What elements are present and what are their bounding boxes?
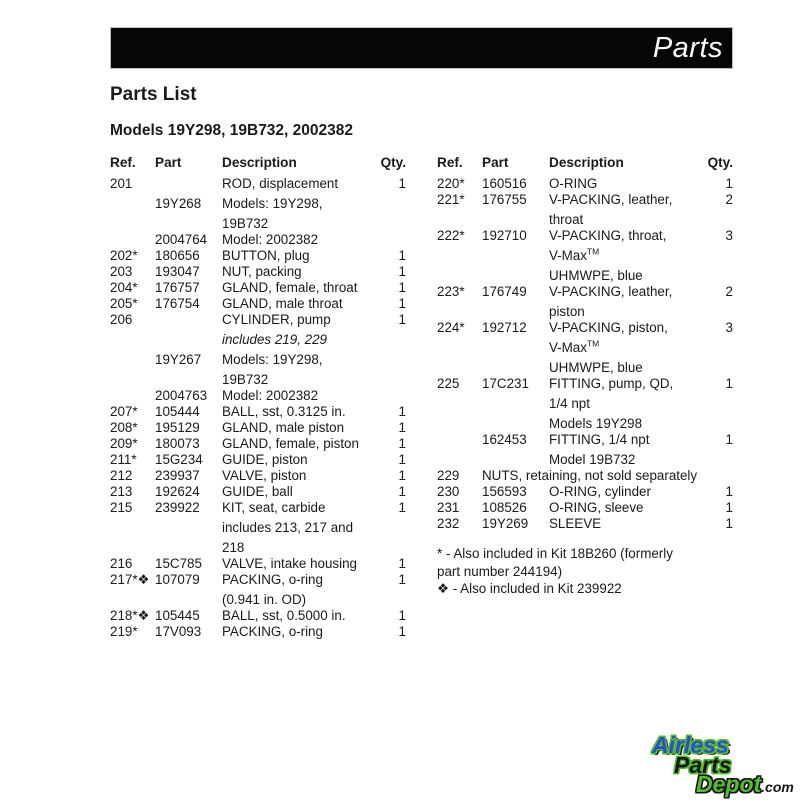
- ref-cell: 203: [110, 264, 133, 279]
- qty-cell: [374, 592, 406, 608]
- table-row: [110, 196, 406, 212]
- desc-cell: 1/4 npt: [549, 396, 590, 411]
- table-row: [110, 280, 406, 296]
- desc-cell: GLAND, male throat: [222, 296, 343, 311]
- ref-cell: [110, 196, 155, 212]
- part-cell: 180073: [155, 436, 200, 451]
- table-row: [437, 500, 733, 516]
- part-cell: [155, 216, 222, 232]
- part-cell: [482, 212, 549, 228]
- ref-cell: 204*: [110, 280, 138, 295]
- table-row: [110, 420, 406, 436]
- table-row: [437, 268, 733, 284]
- part-cell: 105444: [155, 404, 200, 419]
- part-cell: [155, 176, 222, 192]
- ref-cell: 216: [110, 556, 133, 571]
- ref-cell: [437, 268, 482, 284]
- desc-cell: V-PACKING, throat,: [549, 228, 667, 243]
- table-row: [110, 484, 406, 500]
- table-row: [110, 264, 406, 280]
- desc-cell: 19B732: [222, 216, 269, 231]
- desc-cell: GLAND, male piston: [222, 420, 345, 435]
- table-row: [437, 248, 733, 264]
- qty-cell: 1: [398, 280, 406, 295]
- table-row: [110, 296, 406, 312]
- table-row: [437, 376, 733, 392]
- part-cell: [482, 452, 549, 468]
- ref-cell: 213: [110, 484, 133, 499]
- ref-cell: 202*: [110, 248, 138, 263]
- table-row: [110, 592, 406, 608]
- ref-cell: [437, 416, 482, 432]
- desc-cell: CYLINDER, pump: [222, 312, 331, 327]
- table-row: [110, 352, 406, 368]
- table-row: [437, 452, 733, 468]
- desc-cell: GUIDE, ball: [222, 484, 293, 499]
- footnote-line: * - Also included in Kit 18B260 (formerly: [437, 546, 673, 561]
- ref-cell: 231: [437, 500, 460, 515]
- header-bar-title: Parts: [652, 31, 723, 64]
- ref-cell: [110, 232, 155, 248]
- qty-cell: 1: [725, 432, 733, 447]
- ref-cell: [437, 432, 482, 448]
- desc-cell: NUT, packing: [222, 264, 302, 279]
- desc-cell: Model: 2002382: [222, 232, 319, 247]
- table-row: [437, 360, 733, 376]
- desc-cell: BALL, sst, 0.3125 in.: [222, 404, 346, 419]
- desc-cell: (0.941 in. OD): [222, 592, 307, 607]
- qty-cell: 1: [398, 452, 406, 467]
- ref-cell: 207*: [110, 404, 138, 419]
- table-row: [437, 304, 733, 320]
- table-row: [437, 340, 733, 356]
- part-cell: 176754: [155, 296, 200, 311]
- table-row: [437, 176, 733, 192]
- table-row: [437, 320, 733, 336]
- qty-cell: [374, 520, 406, 536]
- table-row: [110, 608, 406, 624]
- ref-cell: 205*: [110, 296, 138, 311]
- part-cell: [155, 312, 222, 328]
- qty-cell: [701, 268, 733, 284]
- parts-table-left-rows: [110, 155, 406, 640]
- qty-cell: [374, 388, 406, 404]
- table-row: [437, 396, 733, 412]
- qty-cell: [701, 416, 733, 432]
- part-cell: 160516: [482, 176, 527, 191]
- part-header: Part: [482, 155, 509, 170]
- desc-cell: PACKING, o-ring: [222, 624, 323, 639]
- desc-cell: 19B732: [222, 372, 269, 387]
- qty-cell: 2: [725, 192, 733, 207]
- qty-cell: [701, 304, 733, 320]
- table-row: [437, 516, 733, 532]
- desc-cell: Models: 19Y298,: [222, 196, 323, 211]
- qty-cell: 3: [725, 228, 733, 243]
- qty-cell: [701, 340, 733, 356]
- ref-cell: 219*: [110, 624, 138, 639]
- qty-cell: [374, 372, 406, 388]
- qty-cell: 1: [725, 500, 733, 515]
- part-cell: [155, 332, 222, 348]
- part-cell: 2004764: [155, 232, 208, 247]
- ref-cell: 206: [110, 312, 133, 327]
- ref-cell: [110, 352, 155, 368]
- part-cell: 192624: [155, 484, 200, 499]
- ref-header: Ref.: [110, 155, 136, 170]
- table-row: [110, 332, 406, 348]
- part-cell: [155, 520, 222, 536]
- ref-cell: 230: [437, 484, 460, 499]
- table-row: [437, 212, 733, 228]
- part-cell: 192712: [482, 320, 527, 335]
- part-header: Part: [155, 155, 182, 170]
- desc-cell: O-RING: [549, 176, 598, 191]
- part-cell: [482, 304, 549, 320]
- ref-cell: 211*: [110, 452, 137, 467]
- part-cell: 19Y269: [482, 516, 529, 531]
- table-row: [110, 500, 406, 516]
- parts-table-left: [110, 155, 406, 640]
- logo-line-parts: Parts: [674, 751, 732, 778]
- desc-cell: GLAND, female, throat: [222, 280, 358, 295]
- desc-cell: KIT, seat, carbide: [222, 500, 326, 515]
- qty-cell: [374, 540, 406, 556]
- part-cell: 162453: [482, 432, 527, 447]
- part-cell: [155, 592, 222, 608]
- table-row: [110, 248, 406, 264]
- desc-cell: BALL, sst, 0.5000 in.: [222, 608, 346, 623]
- qty-cell: 1: [398, 312, 406, 327]
- desc-cell: throat: [549, 212, 584, 227]
- ref-cell: 221*: [437, 192, 465, 207]
- ref-cell: [110, 388, 155, 404]
- part-cell: 176757: [155, 280, 200, 295]
- desc-cell: Models: 19Y298,: [222, 352, 323, 367]
- footnotes: [437, 545, 733, 598]
- ref-cell: 215: [110, 500, 133, 515]
- table-row: [437, 484, 733, 500]
- qty-cell: 1: [725, 176, 733, 191]
- desc-cell: Models 19Y298: [549, 416, 643, 431]
- table-row: [437, 284, 733, 300]
- part-cell: 193047: [155, 264, 200, 279]
- part-cell: 156593: [482, 484, 527, 499]
- qty-cell: 1: [725, 484, 733, 499]
- desc-cell: UHMWPE, blue: [549, 268, 643, 283]
- table-row: [110, 572, 406, 588]
- qty-cell: 1: [398, 404, 406, 419]
- footnote-line: ❖ - Also included in Kit 239922: [437, 581, 622, 596]
- part-cell: 17V093: [155, 624, 202, 639]
- ref-cell: 208*: [110, 420, 138, 435]
- qty-cell: [374, 352, 406, 368]
- qty-cell: [374, 232, 406, 248]
- ref-cell: [110, 592, 155, 608]
- part-cell: 239922: [155, 500, 200, 515]
- qty-cell: 1: [398, 608, 406, 623]
- table-row: [110, 176, 406, 192]
- table-row: [437, 228, 733, 244]
- qty-cell: [374, 196, 406, 212]
- desc-cell: Model 19B732: [549, 452, 636, 467]
- ref-cell: 222*: [437, 228, 465, 243]
- table-row: [437, 468, 733, 484]
- table-row: [110, 312, 406, 328]
- parts-tables: [110, 155, 733, 640]
- table-row: [110, 468, 406, 484]
- desc-cell: NUTS, retaining, not sold separately: [482, 468, 698, 483]
- desc-cell: O-RING, cylinder: [549, 484, 651, 499]
- part-cell: [155, 372, 222, 388]
- desc-cell: GUIDE, piston: [222, 452, 308, 467]
- desc-cell: GLAND, female, piston: [222, 436, 359, 451]
- part-cell: 180656: [155, 248, 200, 263]
- table-row: [110, 216, 406, 232]
- desc-cell: FITTING, pump, QD,: [549, 376, 674, 391]
- qty-cell: 1: [398, 420, 406, 435]
- ref-cell: 229: [437, 468, 460, 483]
- part-cell: [155, 540, 222, 556]
- qty-cell: 1: [398, 176, 406, 191]
- table-row: [110, 624, 406, 640]
- qty-header: Qty.: [707, 155, 733, 170]
- desc-cell: piston: [549, 304, 585, 319]
- desc-cell: V-Max™: [549, 338, 600, 355]
- table-row: [437, 432, 733, 448]
- part-cell: 19Y267: [155, 352, 202, 367]
- table-row: [437, 416, 733, 432]
- ref-cell: [437, 248, 482, 264]
- part-cell: 19Y268: [155, 196, 202, 211]
- part-cell: [482, 396, 549, 412]
- ref-cell: 225: [437, 376, 460, 391]
- part-cell: 195129: [155, 420, 200, 435]
- desc-cell: FITTING, 1/4 npt: [549, 432, 650, 447]
- part-cell: 15C785: [155, 556, 202, 571]
- table-row: [110, 556, 406, 572]
- qty-cell: 1: [398, 484, 406, 499]
- qty-cell: [701, 396, 733, 412]
- description-header: Description: [549, 155, 624, 170]
- desc-cell: VALVE, piston: [222, 468, 307, 483]
- page-title: Parts List: [110, 84, 197, 105]
- desc-cell: UHMWPE, blue: [549, 360, 643, 375]
- ref-cell: [437, 396, 482, 412]
- trademark-sup: TM: [586, 338, 600, 349]
- table-row: [110, 452, 406, 468]
- desc-cell: PACKING, o-ring: [222, 572, 323, 587]
- part-cell: [482, 340, 549, 356]
- desc-cell: ROD, displacement: [222, 176, 339, 191]
- qty-cell: 1: [398, 264, 406, 279]
- qty-cell: [701, 360, 733, 376]
- table-row: [110, 404, 406, 420]
- part-cell: 105445: [155, 608, 200, 623]
- page-header-bar: [110, 27, 733, 69]
- ref-cell: [437, 360, 482, 376]
- ref-cell: [110, 520, 155, 536]
- ref-cell: 224*: [437, 320, 465, 335]
- ref-cell: [110, 332, 155, 348]
- qty-cell: 3: [725, 320, 733, 335]
- models-subtitle: Models 19Y298, 19B732, 2002382: [110, 122, 354, 139]
- airless-parts-depot-logo: [640, 732, 794, 798]
- desc-cell: includes 219, 229: [222, 332, 327, 347]
- qty-cell: [701, 452, 733, 468]
- desc-cell: BUTTON, plug: [222, 248, 310, 263]
- ref-cell: [110, 216, 155, 232]
- logo-depot-text: Depot: [696, 771, 762, 797]
- part-cell: 108526: [482, 500, 527, 515]
- qty-cell: [374, 216, 406, 232]
- footnote-line: part number 244194): [437, 563, 563, 579]
- qty-cell: 1: [398, 624, 406, 639]
- part-cell: 176755: [482, 192, 527, 207]
- qty-cell: [374, 332, 406, 348]
- part-cell: 17C231: [482, 376, 529, 391]
- desc-cell: VALVE, intake housing: [222, 556, 357, 571]
- trademark-sup: TM: [586, 246, 600, 257]
- description-header: Description: [222, 155, 297, 170]
- parts-table-right-rows: [437, 155, 733, 532]
- ref-cell: [437, 452, 482, 468]
- qty-cell: 1: [398, 296, 406, 311]
- desc-cell: V-PACKING, piston,: [549, 320, 668, 335]
- ref-cell: [437, 212, 482, 228]
- qty-cell: [701, 248, 733, 264]
- ref-cell: 218*❖: [110, 608, 150, 623]
- ref-cell: [110, 372, 155, 388]
- part-cell: [482, 248, 549, 264]
- ref-cell: 217*❖: [110, 572, 150, 587]
- desc-cell: includes 213, 217 and: [222, 520, 354, 535]
- ref-cell: [437, 304, 482, 320]
- ref-cell: 223*: [437, 284, 465, 299]
- table-row: [110, 520, 406, 536]
- logo-line-depot: [696, 771, 794, 798]
- table-row: [110, 232, 406, 248]
- table-header-row: [437, 155, 733, 171]
- desc-cell: 218: [222, 540, 245, 555]
- desc-cell: Model: 2002382: [222, 388, 319, 403]
- part-cell: [482, 360, 549, 376]
- part-cell: 239937: [155, 468, 200, 483]
- qty-cell: 1: [725, 376, 733, 391]
- qty-cell: 1: [398, 556, 406, 571]
- qty-cell: 1: [398, 500, 406, 515]
- table-header-row: [110, 155, 406, 171]
- ref-cell: 201: [110, 176, 133, 191]
- table-row: [437, 192, 733, 208]
- table-row: [110, 372, 406, 388]
- desc-cell: V-Max™: [549, 246, 600, 263]
- logo-com-suffix: .com: [761, 779, 794, 795]
- part-cell: 15G234: [155, 452, 203, 467]
- part-cell: [482, 416, 549, 432]
- ref-cell: 212: [110, 468, 133, 483]
- desc-cell: O-RING, sleeve: [549, 500, 644, 515]
- part-cell: [482, 268, 549, 284]
- qty-cell: 1: [398, 572, 406, 587]
- qty-cell: 1: [725, 516, 733, 531]
- table-row: [110, 388, 406, 404]
- desc-cell: V-PACKING, leather,: [549, 192, 673, 207]
- desc-cell: V-PACKING, leather,: [549, 284, 673, 299]
- qty-cell: 1: [398, 436, 406, 451]
- ref-cell: [437, 340, 482, 356]
- table-row: [110, 540, 406, 556]
- part-cell: 192710: [482, 228, 527, 243]
- logo-line-airless: Airless: [652, 732, 729, 758]
- desc-cell: SLEEVE: [549, 516, 602, 531]
- qty-cell: [701, 212, 733, 228]
- ref-cell: [110, 540, 155, 556]
- ref-header: Ref.: [437, 155, 463, 170]
- ref-cell: 209*: [110, 436, 138, 451]
- part-cell: 176749: [482, 284, 527, 299]
- table-row: [110, 436, 406, 452]
- part-cell: 107079: [155, 572, 200, 587]
- qty-cell: 2: [725, 284, 733, 299]
- ref-cell: 232: [437, 516, 460, 531]
- qty-cell: 1: [398, 248, 406, 263]
- qty-cell: 1: [398, 468, 406, 483]
- ref-cell: 220*: [437, 176, 465, 191]
- part-cell: 2004763: [155, 388, 208, 403]
- parts-table-right: [437, 155, 733, 640]
- qty-header: Qty.: [380, 155, 406, 170]
